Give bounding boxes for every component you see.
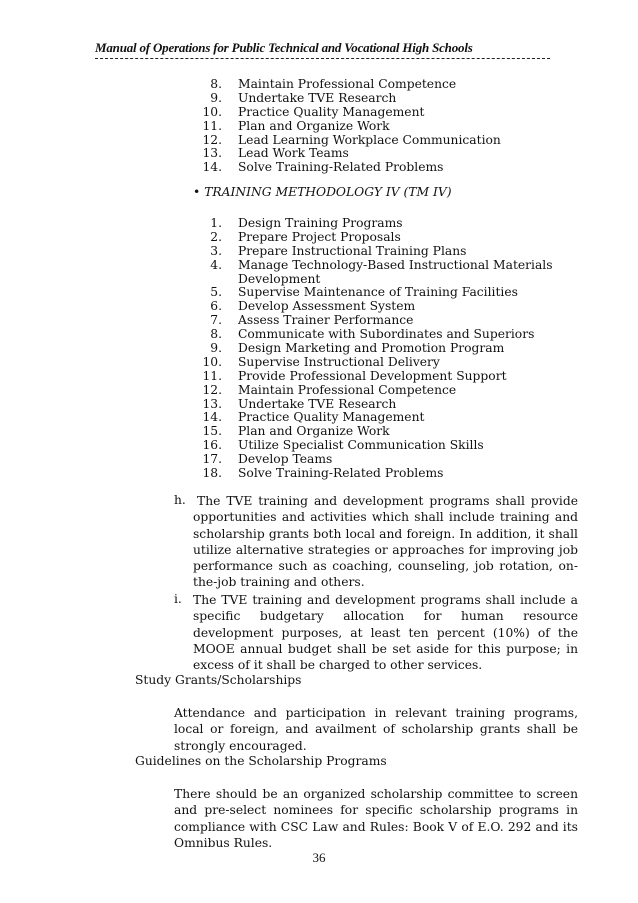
- list-item-text: Manage Technology-Based Instructional Materials: [238, 257, 553, 272]
- list-item-text: Practice Quality Management: [238, 410, 425, 425]
- list-item-text: Solve Training-Related Problems: [238, 466, 444, 481]
- page-number: 36: [312, 850, 326, 865]
- list-item-number: 13.: [202, 146, 222, 161]
- list-item-number: 10.: [202, 354, 222, 369]
- list-item-number: 11.: [202, 368, 222, 383]
- study-grants-heading: Study Grants/Scholarships: [135, 673, 302, 687]
- list-item-number: 9.: [210, 90, 222, 105]
- item-h-label: h.: [174, 493, 186, 507]
- list-item-text: Develop Assessment System: [238, 299, 416, 314]
- header-rule: [95, 58, 550, 59]
- running-header: Manual of Operations for Public Technical and Vocational High Schools: [95, 40, 473, 55]
- list-item-text: Plan and Organize Work: [238, 424, 390, 439]
- list-item-text: Solve Training-Related Problems: [238, 160, 444, 175]
- list-item-text: Undertake TVE Research: [238, 90, 397, 105]
- list-item-number: 16.: [202, 438, 222, 453]
- list-item-number: 4.: [210, 257, 222, 272]
- list-item-number: 8.: [210, 327, 222, 342]
- list-item-text: Prepare Instructional Training Plans: [238, 243, 467, 258]
- list-item-number: 6.: [210, 299, 222, 314]
- list-item-number: 7.: [210, 313, 222, 328]
- list-item-number: 12.: [202, 382, 222, 397]
- list-item-text: Lead Work Teams: [238, 146, 349, 161]
- list-item-text: Design Marketing and Promotion Program: [238, 341, 505, 356]
- list-item-number: 15.: [202, 424, 222, 439]
- list-item-number: 11.: [202, 118, 222, 133]
- list-item-number: 18.: [202, 466, 222, 481]
- list-item-number: 10.: [202, 104, 222, 119]
- list-item-text: Develop Teams: [238, 452, 333, 467]
- tm4-heading-text: TRAINING METHODOLOGY IV (TM IV): [204, 185, 452, 199]
- list-item-number: 13.: [202, 396, 222, 411]
- list-item-number: 2.: [210, 229, 222, 244]
- list-item-number: 14.: [202, 160, 222, 175]
- list-item-text: Communicate with Subordinates and Superiors: [238, 327, 535, 342]
- list-item-text: Plan and Organize Work: [238, 118, 390, 133]
- list-item-number: 17.: [202, 452, 222, 467]
- item-h-text: The TVE training and development programs shall provide opportunities and activities which shall include training and scholarship grants both local and foreign. In addition, it shall utilize alternative strategies or approaches for improving job performance such as coaching, counseling, job rotation, on-the-job training and others.: [193, 494, 578, 590]
- list-item-number: 1.: [210, 216, 222, 230]
- list-item-text: Supervise Maintenance of Training Facilities: [238, 285, 518, 300]
- list-item-text: Practice Quality Management: [238, 104, 425, 119]
- list-item-number: 8.: [210, 77, 222, 91]
- list-item-text: Prepare Project Proposals: [238, 229, 401, 244]
- list-item-number: 5.: [210, 285, 222, 300]
- list-item-text: Assess Trainer Performance: [238, 313, 414, 328]
- list-item-text: Provide Professional Development Support: [238, 368, 507, 383]
- list-item-number: 14.: [202, 410, 222, 425]
- item-i-text: The TVE training and development programs shall include a specific budgetary allocation for human resource development purposes, at least ten percent (10%) of the MOOE annual budget shall be set aside for this purpose; in excess of it shall be charged to other services.: [193, 593, 578, 673]
- list-item-number: 3.: [210, 243, 222, 258]
- list-item-text: Development: [238, 271, 321, 286]
- guidelines-text: There should be an organized scholarship committee to screen and pre-select nominees for specific scholarship programs in compliance with CSC Law and Rules: Book V of E.O. 292 and its Omnibus Rules.: [174, 787, 578, 850]
- list-item-number: 9.: [210, 341, 222, 356]
- list-item-text: Utilize Specialist Communication Skills: [238, 438, 484, 453]
- list-item-text: Design Training Programs: [238, 216, 403, 230]
- list-item-text: Lead Learning Workplace Communication: [238, 132, 501, 147]
- list-item-text: Maintain Professional Competence: [238, 77, 457, 91]
- bullet-icon: •: [193, 185, 201, 199]
- item-i-label: i.: [174, 592, 182, 606]
- tm4-heading: [193, 185, 452, 199]
- list-item-text: Maintain Professional Competence: [238, 382, 457, 397]
- list-item-text: Supervise Instructional Delivery: [238, 354, 440, 369]
- list-item-number: 12.: [202, 132, 222, 147]
- list-item-text: Undertake TVE Research: [238, 396, 397, 411]
- study-grants-text: Attendance and participation in relevant training programs, local or foreign, and availment of scholarship grants shall be strongly encouraged.: [174, 706, 578, 753]
- guidelines-heading: Guidelines on the Scholarship Programs: [135, 754, 387, 768]
